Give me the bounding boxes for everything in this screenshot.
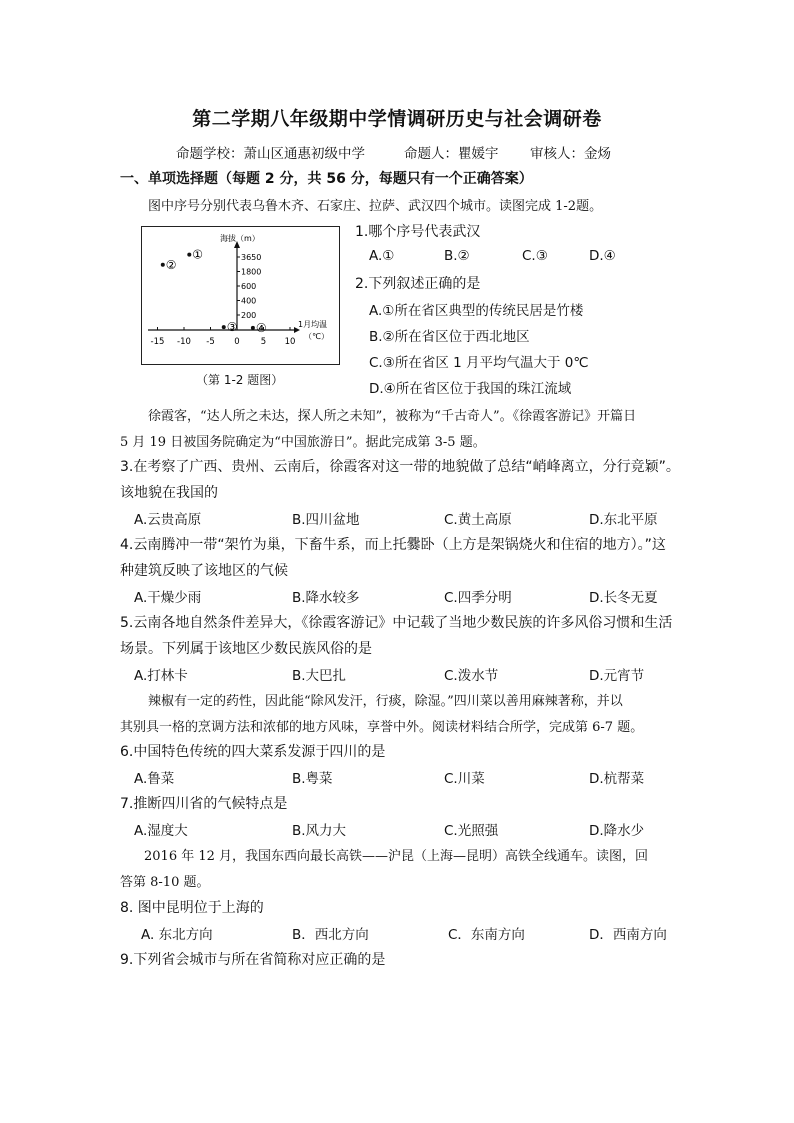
meta-school: 命题学校：萧山区通惠初级中学 (176, 146, 365, 162)
y-tick-label: 3650 (241, 253, 262, 262)
question-5-stem-line-2: 场景。下列属于该地区少数民族风俗的是 (120, 641, 372, 657)
data-point (251, 326, 255, 330)
y-axis-label: 海拔（m） (220, 234, 260, 243)
meta-reviewer: 审核人：金炀 (530, 146, 611, 162)
x-tick-label: 10 (284, 337, 296, 347)
page-title: 第二学期八年级期中学情调研历史与社会调研卷 (192, 108, 602, 130)
question-3-stem-line-2: 该地貌在我国的 (120, 485, 218, 501)
data-point (187, 253, 191, 257)
q2-option-c[interactable]: C.③所在省区 1 月平均气温大于 0℃ (369, 355, 589, 371)
intro-paragraph-4-line-2: 答第 8-10 题。 (120, 875, 210, 890)
q3-option-c[interactable]: C.黄土高原 (444, 512, 512, 528)
question-4-stem-line-1: 4.云南腾冲一带“架竹为巢，下畜牛系，而上托爨卧（上方是架锅烧火和住宿的地方）。”这 (120, 537, 666, 553)
climate-elevation-figure (141, 226, 340, 365)
figure-caption: （第 1-2 题图） (196, 373, 284, 387)
x-tick-label: 0 (234, 337, 240, 347)
x-tick-label: -15 (150, 337, 165, 347)
y-tick-label: 400 (241, 296, 257, 306)
x-tick-label: 5 (260, 337, 267, 347)
question-8-stem: 8. 图中昆明位于上海的 (120, 900, 264, 916)
q7-option-b[interactable]: B.风力大 (292, 823, 347, 839)
q7-option-a[interactable]: A.湿度大 (134, 823, 188, 839)
q8-option-a[interactable]: A. 东北方向 (141, 927, 213, 943)
data-point-label: ① (192, 247, 204, 262)
q2-option-b[interactable]: B.②所在省区位于西北地区 (369, 329, 530, 345)
q3-option-d[interactable]: D.东北平原 (589, 512, 658, 528)
y-tick-label: 200 (241, 311, 257, 320)
q5-option-c[interactable]: C.泼水节 (444, 668, 499, 684)
q6-option-a[interactable]: A.鲁菜 (134, 771, 175, 787)
question-4-stem-line-2: 种建筑反映了该地区的气候 (120, 563, 288, 579)
q1-option-b[interactable]: B.② (444, 248, 470, 264)
q6-option-b[interactable]: B.粤菜 (292, 771, 333, 787)
q2-option-a[interactable]: A.①所在省区典型的传统民居是竹楼 (369, 303, 584, 319)
q3-option-b[interactable]: B.四川盆地 (292, 512, 360, 528)
intro-paragraph-4-line-1: 2016 年 12 月，我国东西向最长高铁——沪昆（上海—昆明）高铁全线通车。读图，回 (144, 849, 649, 864)
x-tick-label: -10 (177, 337, 191, 347)
data-point-label: ③ (226, 320, 238, 335)
y-ticks-group (237, 253, 261, 320)
y-tick-label: 1800 (241, 267, 262, 277)
figure-axes (148, 241, 300, 333)
data-point (222, 325, 226, 329)
q5-option-b[interactable]: B.大巴扎 (292, 668, 347, 684)
data-point (161, 263, 165, 267)
q1-option-d[interactable]: D.④ (589, 248, 616, 264)
q8-option-d[interactable]: D．西南方向 (589, 927, 667, 943)
intro-paragraph-3-line-1: 辣椒有一定的药性，因此能“除风发汗，行痰，除湿。”四川菜以善用麻辣著称，并以 (148, 694, 623, 709)
question-3-stem-line-1: 3.在考察了广西、贵州、云南后，徐霞客对这一带的地貌做了总结“峭峰离立，分行竞颖”。 (120, 459, 680, 475)
data-point-label: ④ (255, 320, 267, 335)
question-7-stem: 7.推断四川省的气候特点是 (120, 796, 288, 812)
y-tick-label: 600 (241, 282, 257, 291)
q8-option-c[interactable]: C．东南方向 (448, 927, 525, 943)
x-tick-label: -5 (206, 337, 215, 347)
intro-paragraph-2-line-2: 5 月 19 日被国务院确定为“中国旅游日”。据此完成第 3-5 题。 (120, 435, 486, 450)
q7-option-c[interactable]: C.光照强 (444, 823, 499, 839)
q5-option-a[interactable]: A.打林卡 (134, 668, 188, 684)
intro-paragraph-1: 图中序号分别代表乌鲁木齐、石家庄、拉萨、武汉四个城市。读图完成 1-2题。 (148, 199, 603, 214)
intro-paragraph-3-line-2: 其别具一格的烹调方法和浓郁的地方风味，享誉中外。阅读材料结合所学，完成第 6-7 题。 (120, 720, 644, 735)
q4-option-d[interactable]: D.长冬无夏 (589, 590, 658, 606)
q4-option-c[interactable]: C.四季分明 (444, 590, 512, 606)
meta-author: 命题人：瞿媛宇 (404, 146, 499, 162)
q3-option-a[interactable]: A.云贵高原 (134, 512, 202, 528)
q5-option-d[interactable]: D.元宵节 (589, 668, 645, 684)
q2-option-d[interactable]: D.④所在省区位于我国的珠江流域 (369, 381, 572, 397)
section-heading: 一、单项选择题（每题 2 分，共 56 分，每题只有一个正确答案） (120, 171, 533, 187)
q8-option-b[interactable]: B．西北方向 (292, 927, 369, 943)
question-5-stem-line-1: 5.云南各地自然条件差异大，《徐霞客游记》中记载了当地少数民族的许多风俗习惯和生活 (120, 615, 673, 631)
question-1-stem: 1.哪个序号代表武汉 (355, 224, 481, 240)
x-axis-label-line1: 1月均温 (298, 320, 328, 329)
q7-option-d[interactable]: D.降水少 (589, 823, 645, 839)
data-point-label: ② (165, 257, 177, 272)
q1-option-a[interactable]: A.① (369, 248, 395, 264)
q1-option-c[interactable]: C.③ (522, 248, 548, 264)
question-2-stem: 2.下列叙述正确的是 (355, 276, 481, 292)
q4-option-b[interactable]: B.降水较多 (292, 590, 360, 606)
question-9-stem: 9.下列省会城市与所在省简称对应正确的是 (120, 952, 386, 968)
intro-paragraph-2-line-1: 徐霞客，“达人所之未达，探人所之未知”，被称为“千古奇人”。《徐霞客游记》开篇日 (148, 409, 637, 424)
x-axis-label-line2: （℃） (304, 332, 329, 341)
q4-option-a[interactable]: A.干燥少雨 (134, 590, 202, 606)
q6-option-d[interactable]: D.杭帮菜 (589, 771, 645, 787)
q6-option-c[interactable]: C.川菜 (444, 771, 485, 787)
figure-svg (142, 227, 339, 364)
question-6-stem: 6.中国特色传统的四大菜系发源于四川的是 (120, 744, 386, 760)
